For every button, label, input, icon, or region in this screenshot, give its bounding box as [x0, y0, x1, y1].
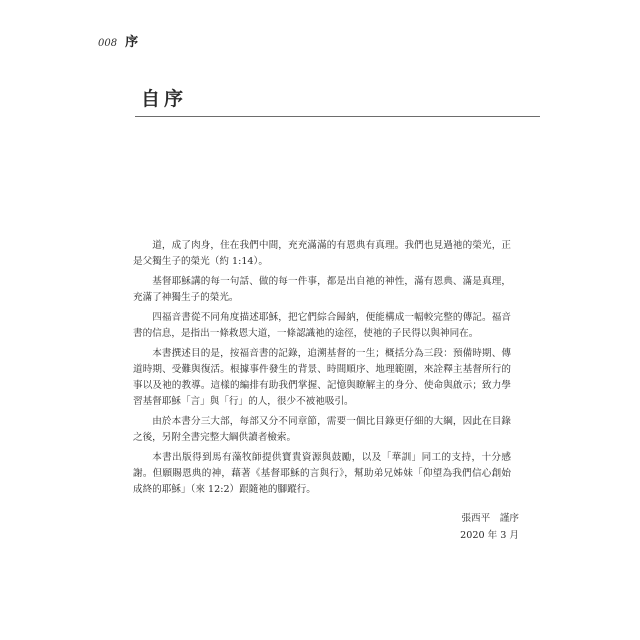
paragraph-3: 四福音書從不同角度描述耶穌，把它們綜合歸納，便能構成一幅較完整的傳記。福音書的信息，是指出一條救恩大道，一條認識祂的途徑，使祂的子民得以與神同在。: [133, 312, 511, 339]
paragraph-2: 基督耶穌講的每一句話、做的每一件事，都是出自祂的神性，滿有恩典、滿是真理，充滿了神獨生子的榮光。: [133, 276, 511, 303]
paragraph-6: 本書出版得到馬有藻牧師提供寶貴資源與鼓勵，以及「華訓」同工的支持，十分感謝。但願賜恩典的神，藉著《基督耶穌的言與行》，幫助弟兄姊妹「仰望為我們信心創始成終的耶穌」（來 12:2）跟隨祂的腳蹤行。: [133, 452, 511, 495]
paragraph-5: 由於本書分三大部，每部又分不同章節，需要一個比目錄更仔細的大綱，因此在目錄之後，另附全書完整大綱供讀者檢索。: [133, 416, 511, 443]
signature-date: 2020 年 3 月: [460, 530, 519, 541]
chapter-title-block: [135, 86, 540, 117]
paragraph-4: 本書撰述目的是，按福音書的記錄，追溯基督的一生；概括分為三段：預備時期、傳道時期、受難與復活。根據事件發生的背景、時間順序、地理範圍，來詮釋主基督所行的事以及祂的教導。這樣的編排有助我們掌握、記憶與瞭解主的身分、使命與啟示；致力學習基督耶穌「言」與「行」的人，很少不被祂吸引。: [133, 348, 511, 407]
signature-block: [460, 510, 519, 544]
paragraph-1: 道，成了肉身，住在我們中間，充充滿滿的有恩典有真理。我們也見過祂的榮光，正是父獨生子的榮光（約 1:14）。: [133, 240, 511, 267]
author-signature: 張西平 謹序: [461, 513, 519, 524]
title-divider: [135, 116, 540, 117]
preface-body: [133, 238, 511, 502]
running-head: [98, 31, 138, 50]
running-title: 序: [125, 35, 139, 50]
chapter-title: 自序: [141, 88, 188, 110]
page-number: 008: [98, 38, 118, 49]
